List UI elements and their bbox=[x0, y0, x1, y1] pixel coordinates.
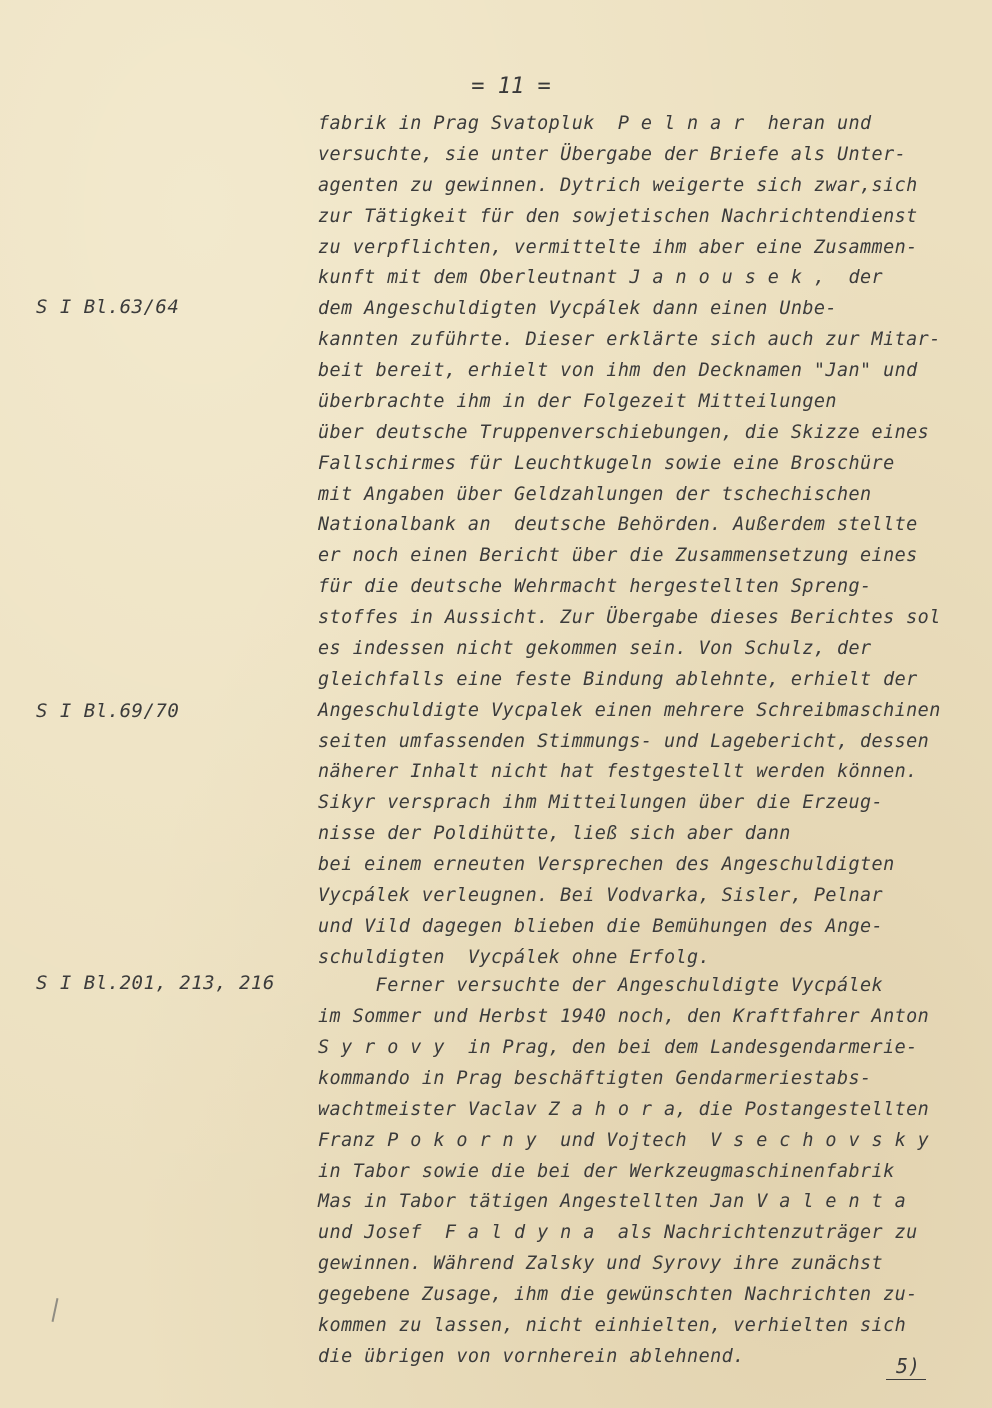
text-line: seiten umfassenden Stimmungs- und Lagebericht, dessen bbox=[318, 730, 930, 752]
text-line: überbrachte ihm in der Folgezeit Mitteilungen bbox=[318, 390, 837, 412]
text-line: Mas in Tabor tätigen Angestellten Jan V a l e n t a bbox=[318, 1190, 907, 1212]
text-line: gegebene Zusage, ihm die gewünschten Nachrichten zu- bbox=[318, 1283, 918, 1305]
text-line: es indessen nicht gekommen sein. Von Schulz, der bbox=[318, 637, 872, 659]
text-line: S y r o v y in Prag, den bei dem Landesgendarmerie- bbox=[318, 1036, 918, 1058]
text-line: in Tabor sowie die bei der Werkzeugmaschinenfabrik bbox=[318, 1160, 895, 1182]
text-line: Nationalbank an deutsche Behörden. Außerdem stellte bbox=[318, 513, 918, 535]
margin-reference: S I Bl.201, 213, 216 bbox=[36, 972, 275, 994]
text-line: Vycpálek verleugnen. Bei Vodvarka, Sisler, Pelnar bbox=[318, 884, 884, 906]
text-line: und Josef F a l d y n a als Nachrichtenzuträger zu bbox=[318, 1221, 918, 1243]
text-line: kannten zuführte. Dieser erklärte sich auch zur Mitar- bbox=[318, 328, 941, 350]
text-line: zur Tätigkeit für den sowjetischen Nachrichtendienst bbox=[318, 205, 918, 227]
page-number: = 11 = bbox=[471, 74, 551, 99]
text-line: bei einem erneuten Versprechen des Angeschuldigten bbox=[318, 853, 895, 875]
text-line: agenten zu gewinnen. Dytrich weigerte sich zwar,sich bbox=[318, 174, 918, 196]
text-line: stoffes in Aussicht. Zur Übergabe dieses Berichtes sol bbox=[318, 606, 941, 628]
text-line: fabrik in Prag Svatopluk P e l n a r heran und bbox=[318, 112, 872, 134]
text-line: Franz P o k o r n y und Vojtech V s e c h o v s k y bbox=[318, 1129, 930, 1151]
text-line: er noch einen Bericht über die Zusammensetzung eines bbox=[318, 544, 918, 566]
text-line: gleichfalls eine feste Bindung ablehnte, erhielt der bbox=[318, 668, 918, 690]
text-line: und Vild dagegen blieben die Bemühungen des Ange- bbox=[318, 915, 884, 937]
text-line: über deutsche Truppenverschiebungen, die Skizze eines bbox=[318, 421, 930, 443]
text-line: gewinnen. Während Zalsky und Syrovy ihre zunächst bbox=[318, 1252, 884, 1274]
margin-reference: S I Bl.63/64 bbox=[36, 296, 180, 318]
text-line: schuldigten Vycpálek ohne Erfolg. bbox=[318, 946, 711, 968]
text-line: versuchte, sie unter Übergabe der Briefe als Unter- bbox=[318, 143, 907, 165]
text-line: kommen zu lassen, nicht einhielten, verhielten sich bbox=[318, 1314, 907, 1336]
text-line: kommando in Prag beschäftigten Gendarmeriestabs- bbox=[318, 1067, 872, 1089]
text-line: näherer Inhalt nicht hat festgestellt werden können. bbox=[318, 760, 918, 782]
text-line: die übrigen von vornherein ablehnend. bbox=[318, 1345, 745, 1367]
text-line: Sikyr versprach ihm Mitteilungen über die Erzeug- bbox=[318, 791, 884, 813]
text-line: beit bereit, erhielt von ihm den Decknamen "Jan" und bbox=[318, 359, 918, 381]
text-line: für die deutsche Wehrmacht hergestellten Spreng- bbox=[318, 575, 872, 597]
text-line: Ferner versuchte der Angeschuldigte Vycpálek bbox=[318, 974, 884, 996]
text-line: kunft mit dem Oberleutnant J a n o u s e k , der bbox=[318, 266, 884, 288]
page-footer-mark: 5) bbox=[886, 1354, 926, 1380]
text-line: nisse der Poldihütte, ließ sich aber dann bbox=[318, 822, 791, 844]
margin-reference: S I Bl.69/70 bbox=[36, 700, 180, 722]
text-line: zu verpflichten, vermittelte ihm aber eine Zusammen- bbox=[318, 236, 918, 258]
text-line: dem Angeschuldigten Vycpálek dann einen Unbe- bbox=[318, 297, 837, 319]
text-line: im Sommer und Herbst 1940 noch, den Kraftfahrer Anton bbox=[318, 1005, 930, 1027]
stray-pencil-mark bbox=[52, 1298, 59, 1322]
text-line: Angeschuldigte Vycpalek einen mehrere Schreibmaschinen bbox=[318, 699, 941, 721]
text-line: wachtmeister Vaclav Z a h o r a, die Postangestellten bbox=[318, 1098, 930, 1120]
text-line: mit Angaben über Geldzahlungen der tschechischen bbox=[318, 483, 872, 505]
text-line: Fallschirmes für Leuchtkugeln sowie eine Broschüre bbox=[318, 452, 895, 474]
